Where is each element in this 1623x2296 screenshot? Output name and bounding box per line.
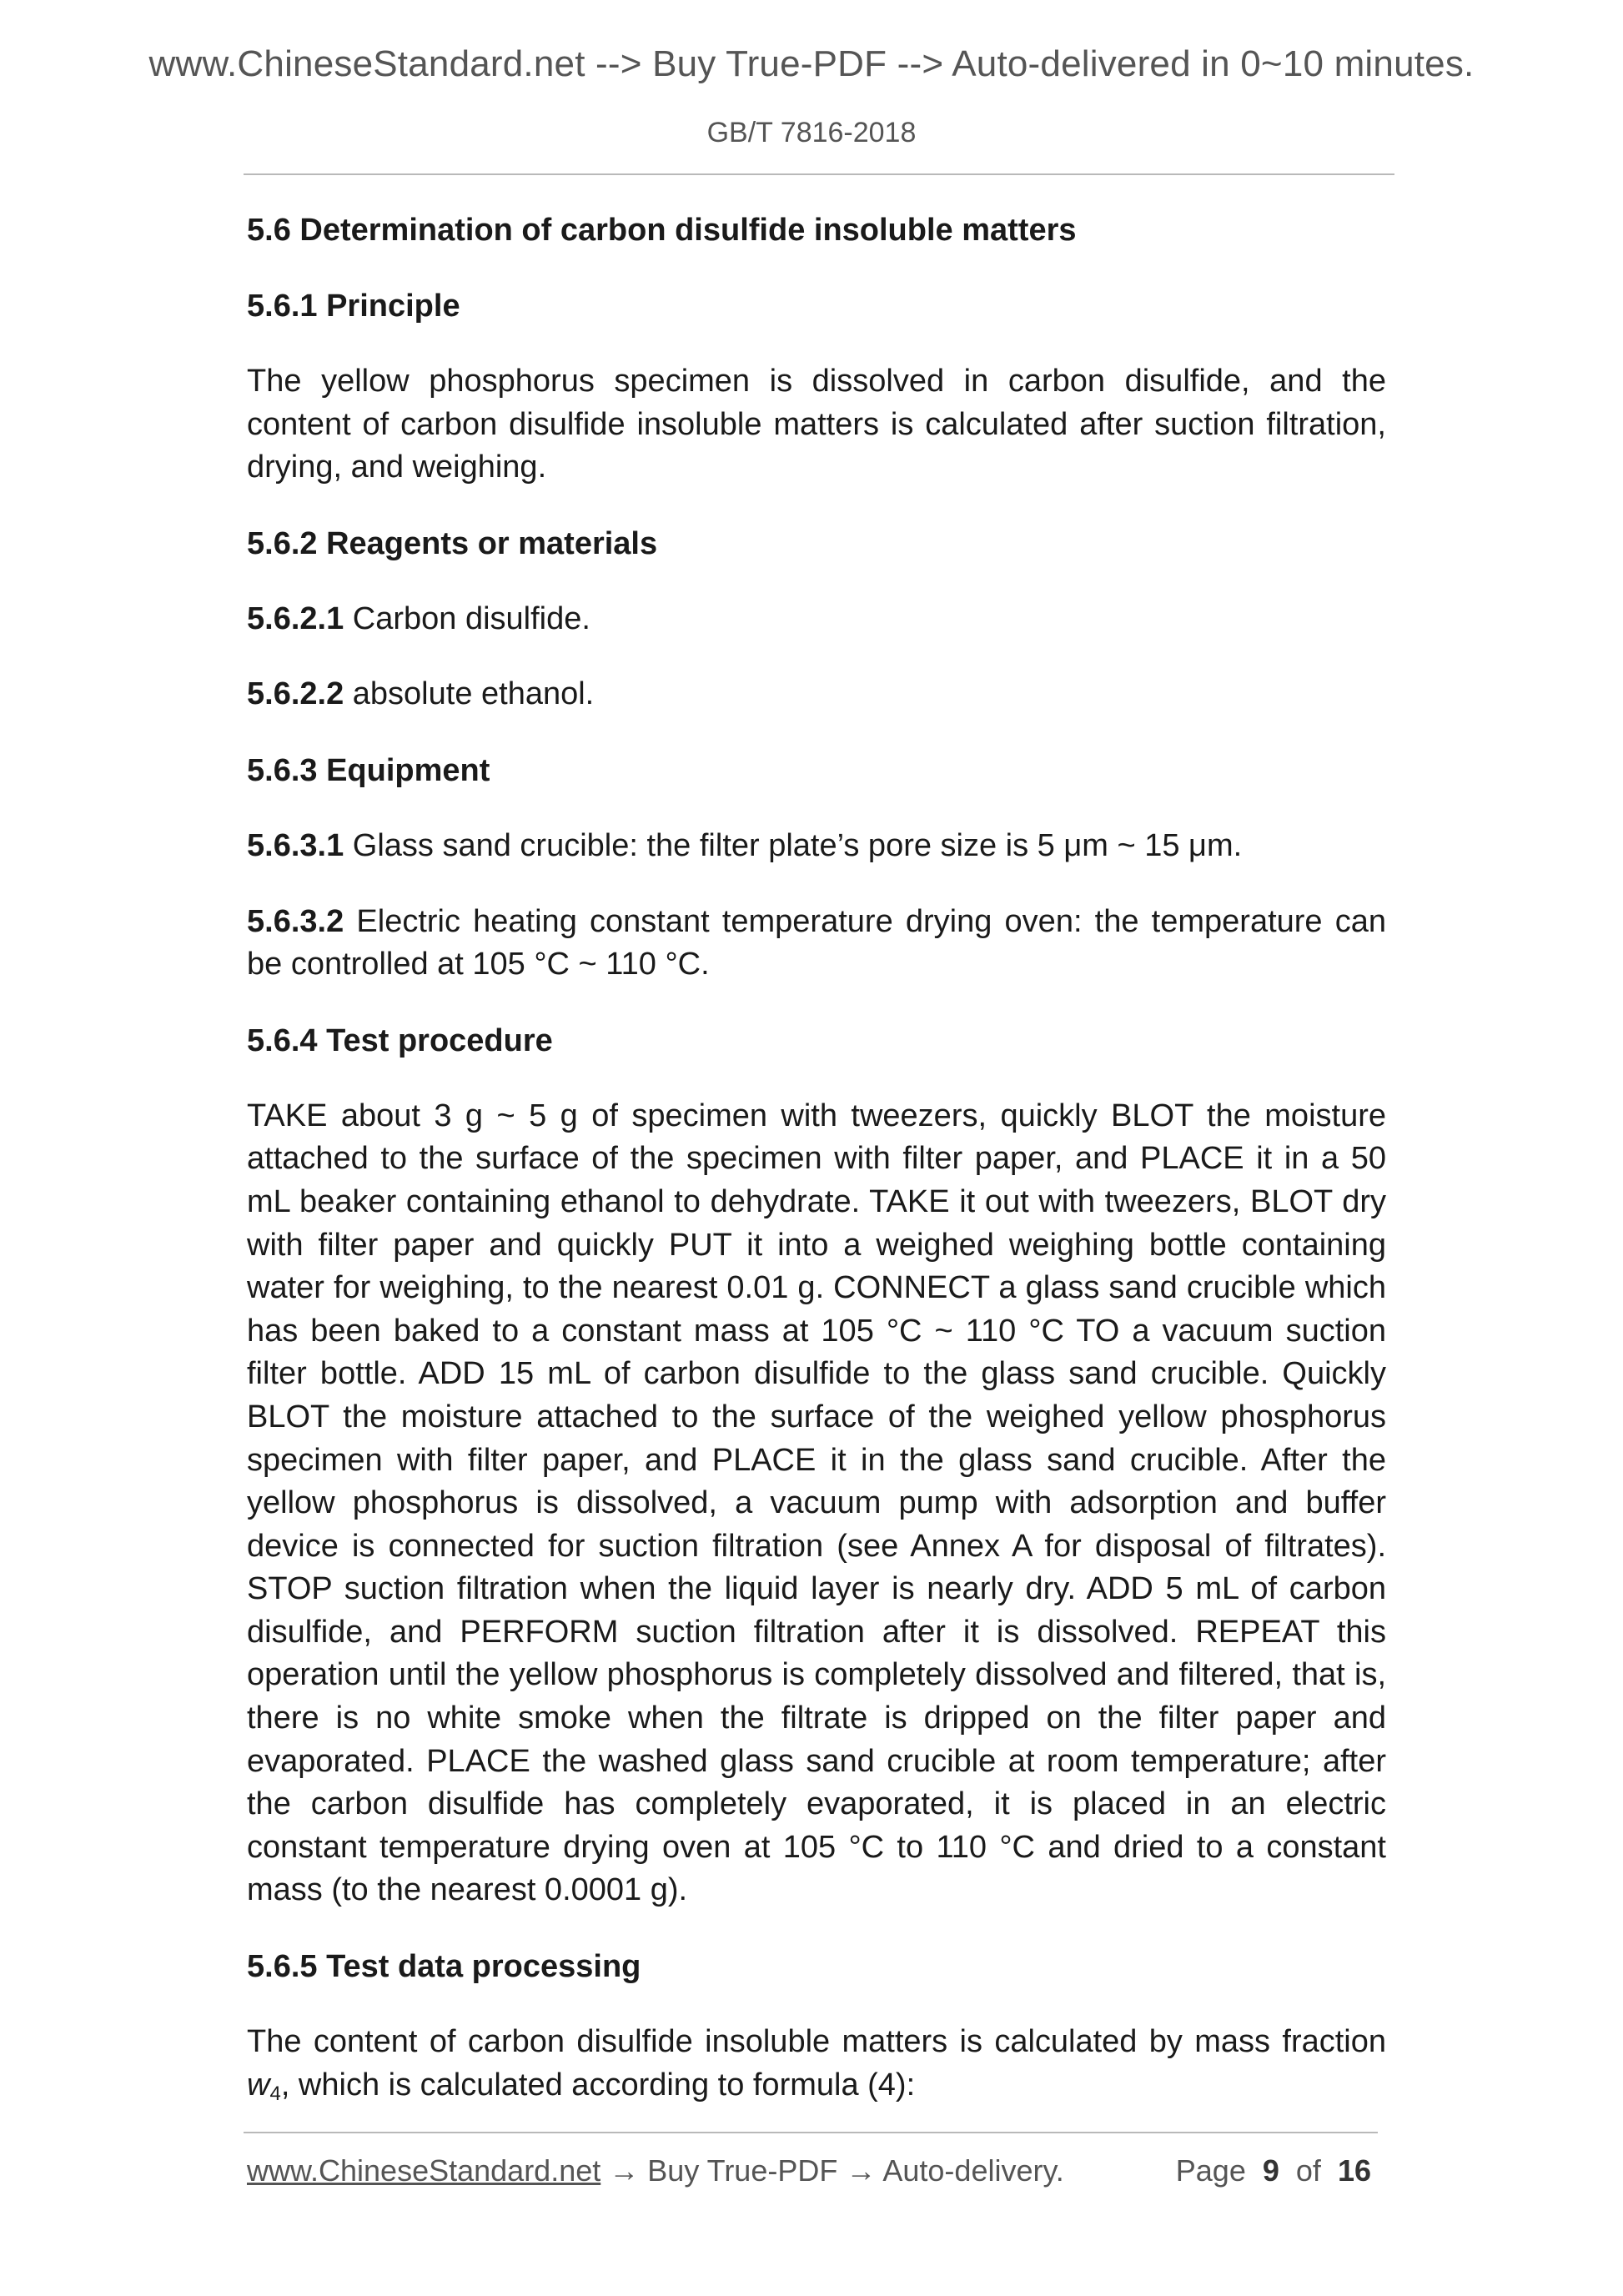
footer-buy-text: Buy True-PDF bbox=[647, 2153, 838, 2188]
footer-divider bbox=[244, 2132, 1378, 2133]
clause-5-6-2-1 bbox=[247, 598, 1386, 641]
mass-fraction-subscript: 4 bbox=[269, 2082, 281, 2105]
site-banner: www.ChineseStandard.net --> Buy True-PDF --> Auto-delivered in 0~10 minutes. bbox=[148, 43, 1475, 84]
clause-5-6-3-1 bbox=[247, 825, 1386, 868]
total-page-number: 16 bbox=[1337, 2153, 1371, 2188]
clause-text: Carbon disulfide. bbox=[352, 600, 590, 636]
clause-5-6-3-2 bbox=[247, 901, 1386, 987]
current-page-number: 9 bbox=[1262, 2153, 1279, 2188]
clause-number: 5.6.3.2 bbox=[247, 903, 344, 939]
arrow-right-icon: → bbox=[846, 2153, 877, 2188]
section-heading-5-6-5: 5.6.5 Test data processing bbox=[247, 1949, 641, 1985]
header-divider bbox=[244, 173, 1394, 175]
clause-5-6-2-2 bbox=[247, 673, 1386, 716]
section-heading-5-6-2: 5.6.2 Reagents or materials bbox=[247, 525, 658, 561]
clause-text: Electric heating constant temperature drying oven: the temperature can be controlled at 105 °C ~ 110 °C. bbox=[247, 903, 1387, 982]
section-heading-5-6-4: 5.6.4 Test procedure bbox=[247, 1022, 553, 1058]
section-heading-5-6-3: 5.6.3 Equipment bbox=[247, 752, 490, 788]
page-label: Page bbox=[1175, 2153, 1246, 2188]
of-label: of bbox=[1295, 2153, 1321, 2188]
mass-fraction-symbol: w bbox=[247, 2067, 270, 2103]
processing-paragraph bbox=[247, 2021, 1386, 2107]
footer-delivery-text: Auto-delivery. bbox=[882, 2153, 1064, 2188]
page-indicator bbox=[1176, 2153, 1371, 2188]
principle-paragraph: The yellow phosphorus specimen is dissolved in carbon disulfide, and the content of carbon disulfide insoluble matters is calculated after suction filtration, drying, and weighing. bbox=[247, 364, 1386, 485]
footer-site-link[interactable]: www.ChineseStandard.net bbox=[247, 2153, 601, 2188]
section-heading-5-6-1: 5.6.1 Principle bbox=[247, 289, 460, 324]
processing-text-end: , which is calculated according to formula (4): bbox=[280, 2067, 916, 2103]
arrow-right-icon: → bbox=[609, 2153, 640, 2188]
processing-text: The content of carbon disulfide insoluble matters is calculated by mass fraction bbox=[247, 2024, 1386, 2060]
footer-promo bbox=[247, 2153, 1064, 2188]
page-body bbox=[247, 208, 1386, 2139]
section-heading-5-6: 5.6 Determination of carbon disulfide insoluble matters bbox=[247, 213, 1077, 248]
clause-number: 5.6.2.1 bbox=[247, 600, 344, 636]
clause-text: Glass sand crucible: the filter plate’s pore size is 5 μm ~ 15 μm. bbox=[352, 827, 1243, 863]
procedure-paragraph: TAKE about 3 g ~ 5 g of specimen with tweezers, quickly BLOT the moisture attached to the surface of the specimen with filter paper, and PLACE it in a 50 mL beaker containing ethanol to dehydrate. TAKE it out with tweezers, BLOT dry with filter paper and quickly PUT it into a weighed weighing bottle containing water for weighing, to the nearest 0.01 g. CONNECT a glass sand crucible which has been baked to a constant mass at 105 °C ~ 110 °C TO a vacuum suction filter bottle. ADD 15 mL of carbon disulfide to the glass sand crucible. Quickly BLOT the moisture attached to the surface of the weighed yellow phosphorus specimen with filter paper, and PLACE it in the glass sand crucible. After the yellow phosphorus is dissolved, a vacuum pump with adsorption and buffer device is connected for suction filtration (see Annex A for disposal of filtrates). STOP suction filtration when the liquid layer is nearly dry. ADD 5 mL of carbon disulfide, and PERFORM suction filtration after it is dissolved. REPEAT this operation until the yellow phosphorus is completely dissolved and filtered, that is, there is no white smoke when the filtrate is dripped on the filter paper and evaporated. PLACE the washed glass sand crucible at room temperature; after the carbon disulfide has completely evaporated, it is placed in an electric constant temperature drying oven at 105 °C to 110 °C and dried to a constant mass (to the nearest 0.0001 g). bbox=[247, 1098, 1386, 1908]
clause-number: 5.6.2.2 bbox=[247, 676, 344, 712]
clause-number: 5.6.3.1 bbox=[247, 827, 344, 863]
standard-number: GB/T 7816-2018 bbox=[706, 117, 917, 148]
clause-text: absolute ethanol. bbox=[352, 676, 595, 712]
